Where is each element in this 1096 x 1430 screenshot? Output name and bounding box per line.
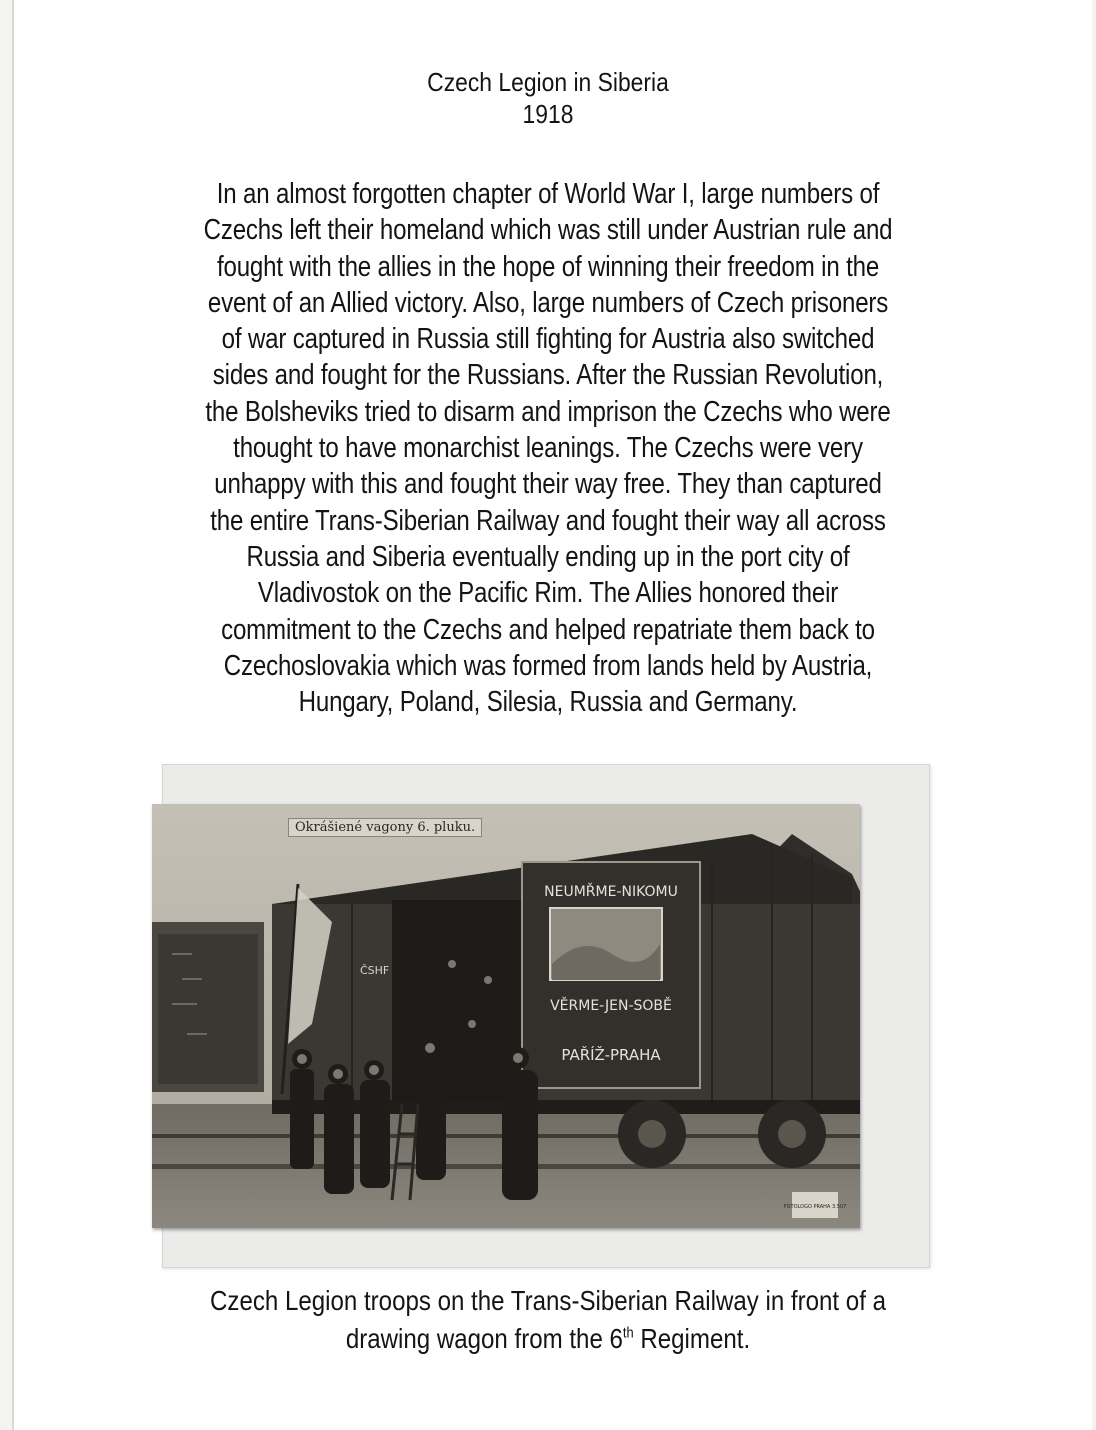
caption-text: Regiment. xyxy=(633,1323,751,1354)
caption-line: Czech Legion troops on the Trans-Siberian Railway in front of a xyxy=(210,1285,886,1316)
door-inscription-top: NEUMŘME-NIKOMU xyxy=(544,884,678,900)
photo-label: Okrášiené vagony 6. pluku. xyxy=(288,818,482,837)
body-paragraph xyxy=(201,176,895,720)
body-line: unhappy with this and fought their way free. They than captured xyxy=(214,468,882,501)
photo-stamp: FOTOLOGO PRAHA 3.507 xyxy=(783,1204,847,1210)
body-line: Vladivostok on the Pacific Rim. The Allies honored their xyxy=(257,577,839,610)
body-line: thought to have monarchist leanings. The Czechs were very xyxy=(233,432,863,465)
body-line: Hungary, Poland, Silesia, Russia and Germany. xyxy=(298,686,798,719)
door-inscription-middle: VĚRME-JEN-SOBĚ xyxy=(550,998,672,1014)
body-line: In an almost forgotten chapter of World War I, large numbers of xyxy=(216,178,880,210)
caption-line xyxy=(77,1320,1020,1358)
body-line: Czechs left their homeland which was still under Austrian rule and xyxy=(203,214,893,247)
body-line: the Bolsheviks tried to disarm and imprison the Czechs who were xyxy=(205,395,891,428)
body-line: event of an Allied victory. Also, large numbers of Czech prisoners xyxy=(207,286,889,319)
body-line: commitment to the Czechs and helped repatriate them back to xyxy=(221,613,875,646)
title-year: 1918 xyxy=(522,99,574,129)
body-line: Russia and Siberia eventually ending up in the port city of xyxy=(246,540,850,573)
body-line: fought with the allies in the hope of winning their freedom in the xyxy=(216,250,880,283)
body-line: of war captured in Russia still fighting for Austria also switched xyxy=(221,323,875,356)
car-marking: ČSHF xyxy=(360,964,390,977)
page-title xyxy=(66,66,1030,130)
caption-text: drawing wagon from the 6 xyxy=(345,1323,623,1354)
train-photo-illustration xyxy=(152,804,860,1228)
body-line: the entire Trans-Siberian Railway and fought their way all across xyxy=(210,504,886,537)
body-line: sides and fought for the Russians. After the Russian Revolution, xyxy=(212,359,884,392)
postcard-photo xyxy=(152,804,860,1228)
door-inscription-bottom: PAŘÍŽ-PRAHA xyxy=(561,1046,661,1064)
title-text: Czech Legion in Siberia xyxy=(427,67,669,97)
photo-caption xyxy=(77,1282,1020,1358)
caption-superscript: th xyxy=(622,1324,634,1342)
body-line: Czechoslovakia which was formed from lands held by Austria, xyxy=(223,649,873,682)
